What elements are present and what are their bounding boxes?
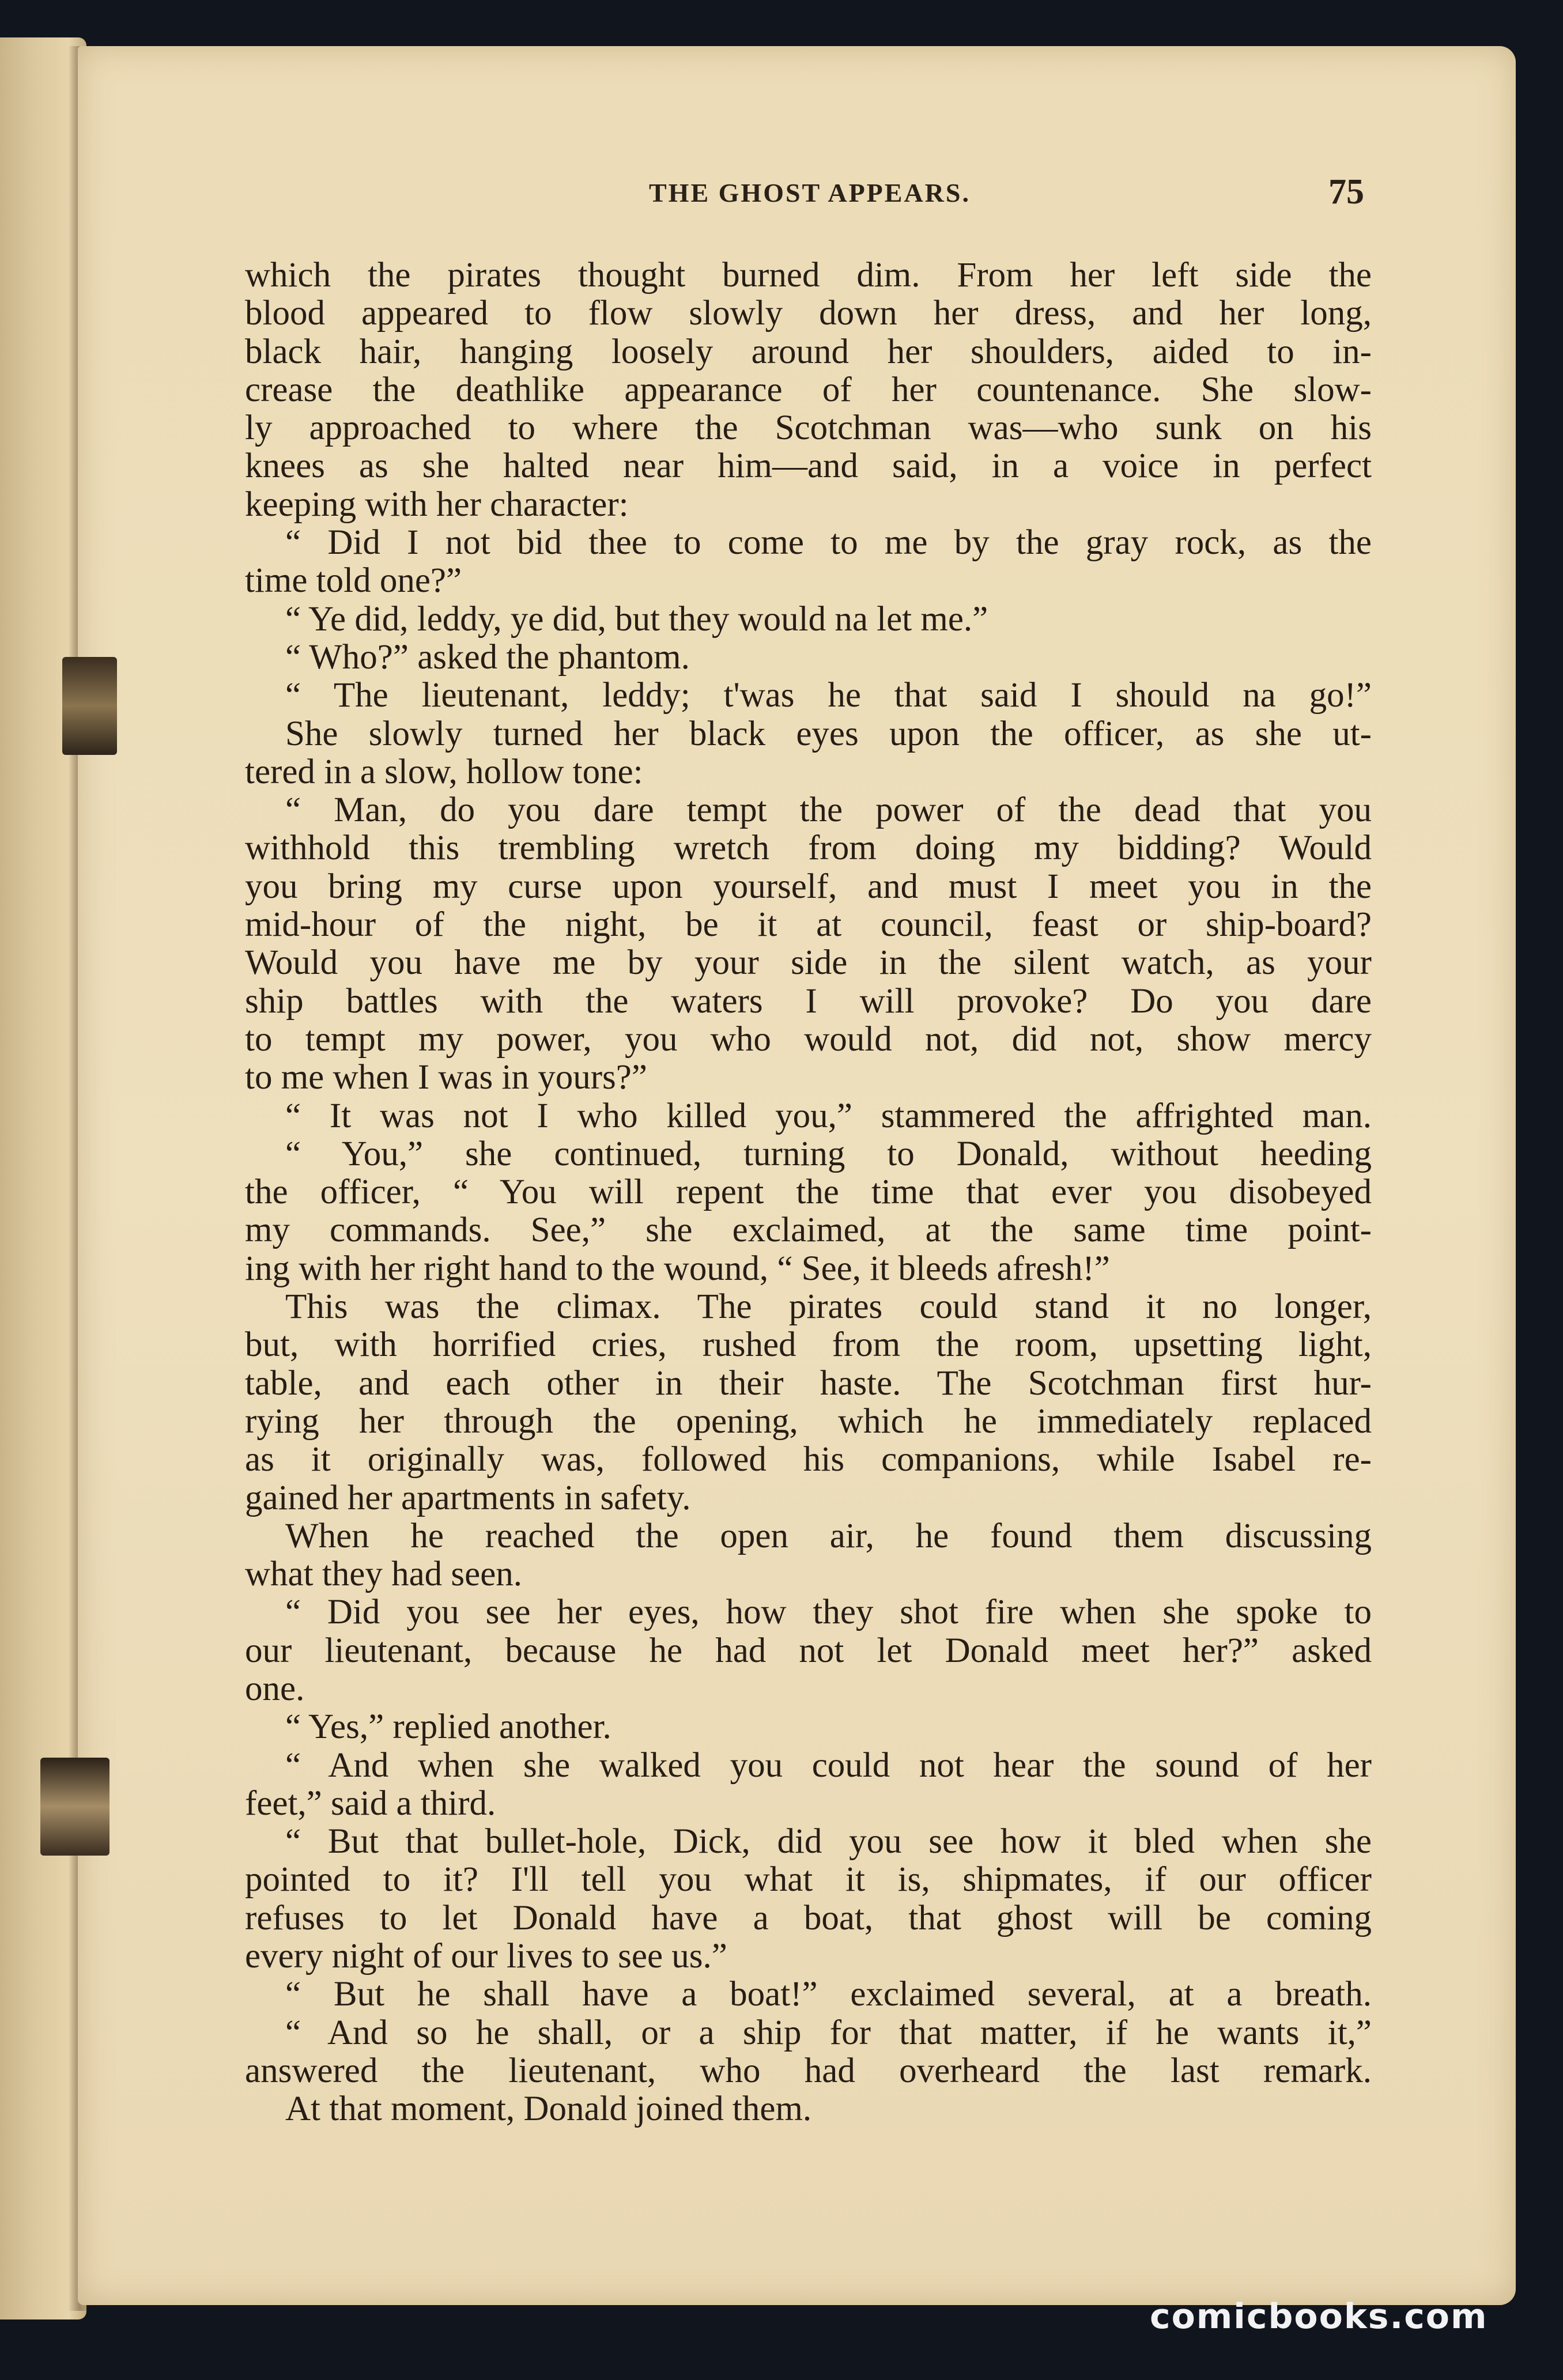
page-number: 75 xyxy=(1328,172,1364,211)
text-line: gained her apartments in safety. xyxy=(245,1478,691,1517)
text-line: tered in a slow, hollow tone: xyxy=(245,752,643,791)
text-line: “ But that bullet-hole, Dick, did you see how it bled when she xyxy=(285,1822,1372,1861)
text-line: Would you have me by your side in the silent watch, as your xyxy=(245,943,1372,983)
text-line: “ You,” she continued, turning to Donald, without heeding xyxy=(285,1134,1372,1173)
text-line: She slowly turned her black eyes upon the officer, as she ut- xyxy=(285,714,1372,753)
text-line: time told one?” xyxy=(245,561,462,600)
text-line: “ Yes,” replied another. xyxy=(285,1707,611,1747)
text-line: one. xyxy=(245,1669,305,1708)
text-line: “ Did you see her eyes, how they shot fire when she spoke to xyxy=(285,1593,1372,1632)
text-line: At that moment, Donald joined them. xyxy=(285,2090,812,2129)
text-line: withhold this trembling wretch from doing my bidding? Would xyxy=(245,829,1372,868)
text-line: “ It was not I who killed you,” stammered the affrighted man. xyxy=(285,1096,1372,1135)
text-line: but, with horrified cries, rushed from the room, upsetting light, xyxy=(245,1325,1372,1365)
text-line: table, and each other in their haste. The Scotchman first hur- xyxy=(245,1363,1372,1403)
text-line: “ The lieutenant, leddy; t'was he that said I should na go!” xyxy=(285,676,1372,715)
text-line: When he reached the open air, he found them discussing xyxy=(285,1516,1372,1555)
text-line: refuses to let Donald have a boat, that ghost will be coming xyxy=(245,1898,1372,1937)
text-line: “ Man, do you dare tempt the power of the dead that you xyxy=(285,791,1372,830)
text-line: every night of our lives to see us.” xyxy=(245,1937,727,1976)
text-line: our lieutenant, because he had not let Donald meet her?” asked xyxy=(245,1631,1372,1670)
text-line: blood appeared to flow slowly down her dress, and her long, xyxy=(245,294,1372,333)
text-line: which the pirates thought burned dim. From her left side the xyxy=(245,256,1372,294)
text-line: ship battles with the waters I will provoke? Do you dare xyxy=(245,981,1372,1021)
text-line: keeping with her character: xyxy=(245,485,629,524)
text-line: what they had seen. xyxy=(245,1555,523,1594)
text-line: “ And so he shall, or a ship for that matter, if he wants it,” xyxy=(285,2013,1372,2052)
text-line: mid-hour of the night, be it at council, feast or ship-board? xyxy=(245,905,1372,945)
text-line: to tempt my power, you who would not, did not, show mercy xyxy=(245,1019,1372,1059)
binding-tear-mark xyxy=(40,1758,110,1856)
text-line: ly approached to where the Scotchman was—who sunk on his xyxy=(245,409,1372,448)
text-line: to me when I was in yours?” xyxy=(245,1058,647,1097)
text-line: crease the deathlike appearance of her countenance. She slow- xyxy=(245,370,1372,409)
text-line: pointed to it? I'll tell you what it is, shipmates, if our officer xyxy=(245,1860,1372,1899)
text-line: as it originally was, followed his companions, while Isabel re- xyxy=(245,1440,1372,1479)
text-line: “ Who?” asked the phantom. xyxy=(285,637,690,677)
text-line: “ But he shall have a boat!” exclaimed several, at a breath. xyxy=(285,1975,1372,2014)
text-line: knees as she halted near him—and said, in a voice in perfect xyxy=(245,447,1372,486)
text-line: answered the lieutenant, who had overheard the last remark. xyxy=(245,2051,1372,2090)
text-line: “ Ye did, leddy, ye did, but they would na let me.” xyxy=(285,599,988,639)
text-line: my commands. See,” she exclaimed, at the same time point- xyxy=(245,1211,1372,1250)
text-line: “ Did I not bid thee to come to me by the gray rock, as the xyxy=(285,523,1372,562)
binding-tear-mark xyxy=(62,657,117,755)
text-line: feet,” said a third. xyxy=(245,1784,496,1823)
text-line: This was the climax. The pirates could stand it no longer, xyxy=(285,1287,1372,1327)
text-line: you bring my curse upon yourself, and must I meet you in the xyxy=(245,867,1372,906)
text-line: black hair, hanging loosely around her shoulders, aided to in- xyxy=(245,332,1372,371)
text-line: “ And when she walked you could not hear the sound of her xyxy=(285,1746,1372,1785)
text-line: ing with her right hand to the wound, “ See, it bleeds afresh!” xyxy=(245,1249,1110,1288)
text-line: the officer, “ You will repent the time that ever you disobeyed xyxy=(245,1173,1372,1212)
text-line: rying her through the opening, which he immediately replaced xyxy=(245,1401,1372,1441)
body-text xyxy=(245,256,1372,2129)
running-header: THE GHOST APPEARS. xyxy=(648,178,971,207)
watermark: comicbooks.com xyxy=(1150,2296,1488,2337)
